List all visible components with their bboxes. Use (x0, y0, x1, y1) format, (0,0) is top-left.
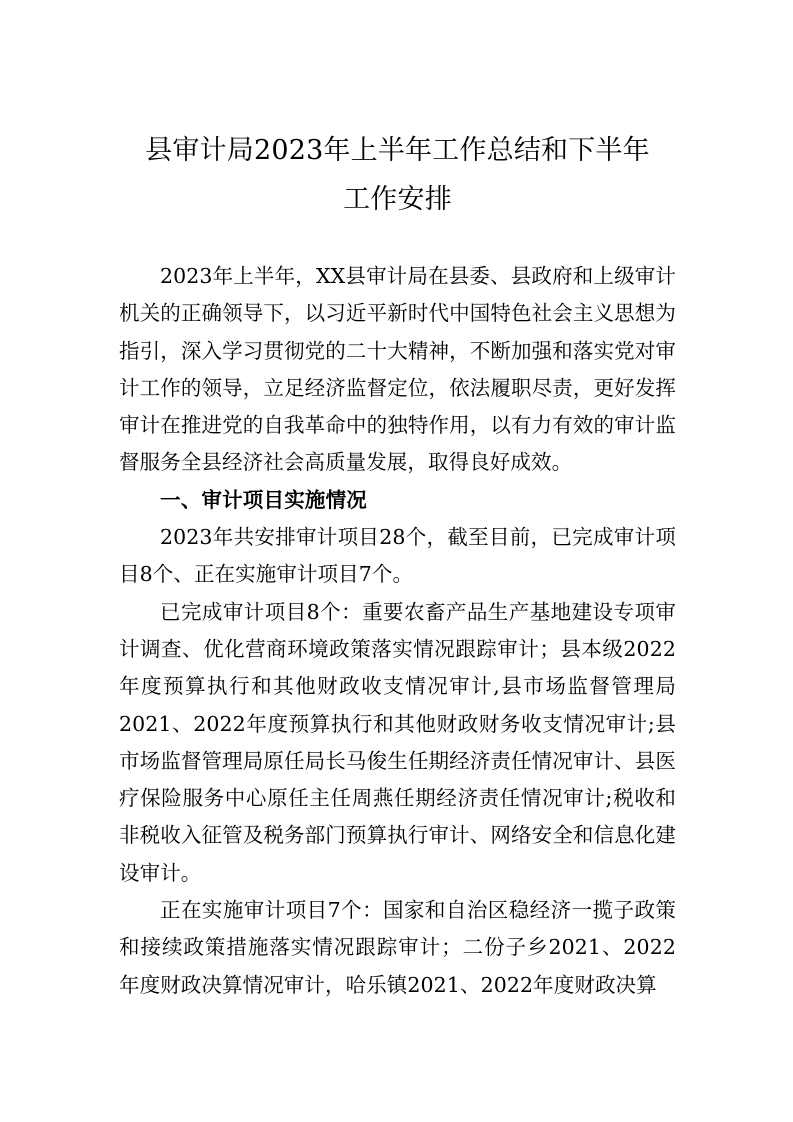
project-summary-paragraph: 2023年共安排审计项目28个，截至目前，已完成审计项目8个、正在实施审计项目7个。 (119, 525, 676, 587)
section-heading-one: 一、审计项目实施情况 (160, 487, 367, 512)
document-body (119, 224, 676, 1004)
document-title (119, 0, 676, 224)
completed-projects-paragraph: 已完成审计项目8个：重要农畜产品生产基地建设专项审计调查、优化营商环境政策落实情况跟踪审计；县本级2022年度预算执行和其他财政收支情况审计,县市场监督管理局2021、2022年度预算执行和其他财政财务收支情况审计;县市场监督管理局原任局长马俊生任期经济责任情况审计、县医疗保险服务中心原任主任周燕任期经济责任情况审计;税收和非税收入征管及税务部门预算执行审计、网络安全和信息化建设审计。 (119, 599, 676, 885)
intro-paragraph: 2023年上半年，XX县审计局在县委、县政府和上级审计机关的正确领导下，以习近平新时代中国特色社会主义思想为指引，深入学习贯彻党的二十大精神，不断加强和落实党对审计工作的领导，立足经济监督定位，依法履职尽责，更好发挥审计在推进党的自我革命中的独特作用，以有力有效的审计监督服务全县经济社会高质量发展，取得良好成效。 (119, 264, 676, 475)
document-content-column (119, 0, 676, 1004)
ongoing-projects-paragraph: 正在实施审计项目7个：国家和自治区稳经济一揽子政策和接续政策措施落实情况跟踪审计；二份子乡2021、2022年度财政决算情况审计，哈乐镇2021、2022年度财政决算 (119, 898, 676, 997)
document-title-line-1: 县审计局2023年上半年工作总结和下半年 (145, 135, 650, 166)
document-title-line-2: 工作安排 (343, 184, 452, 215)
